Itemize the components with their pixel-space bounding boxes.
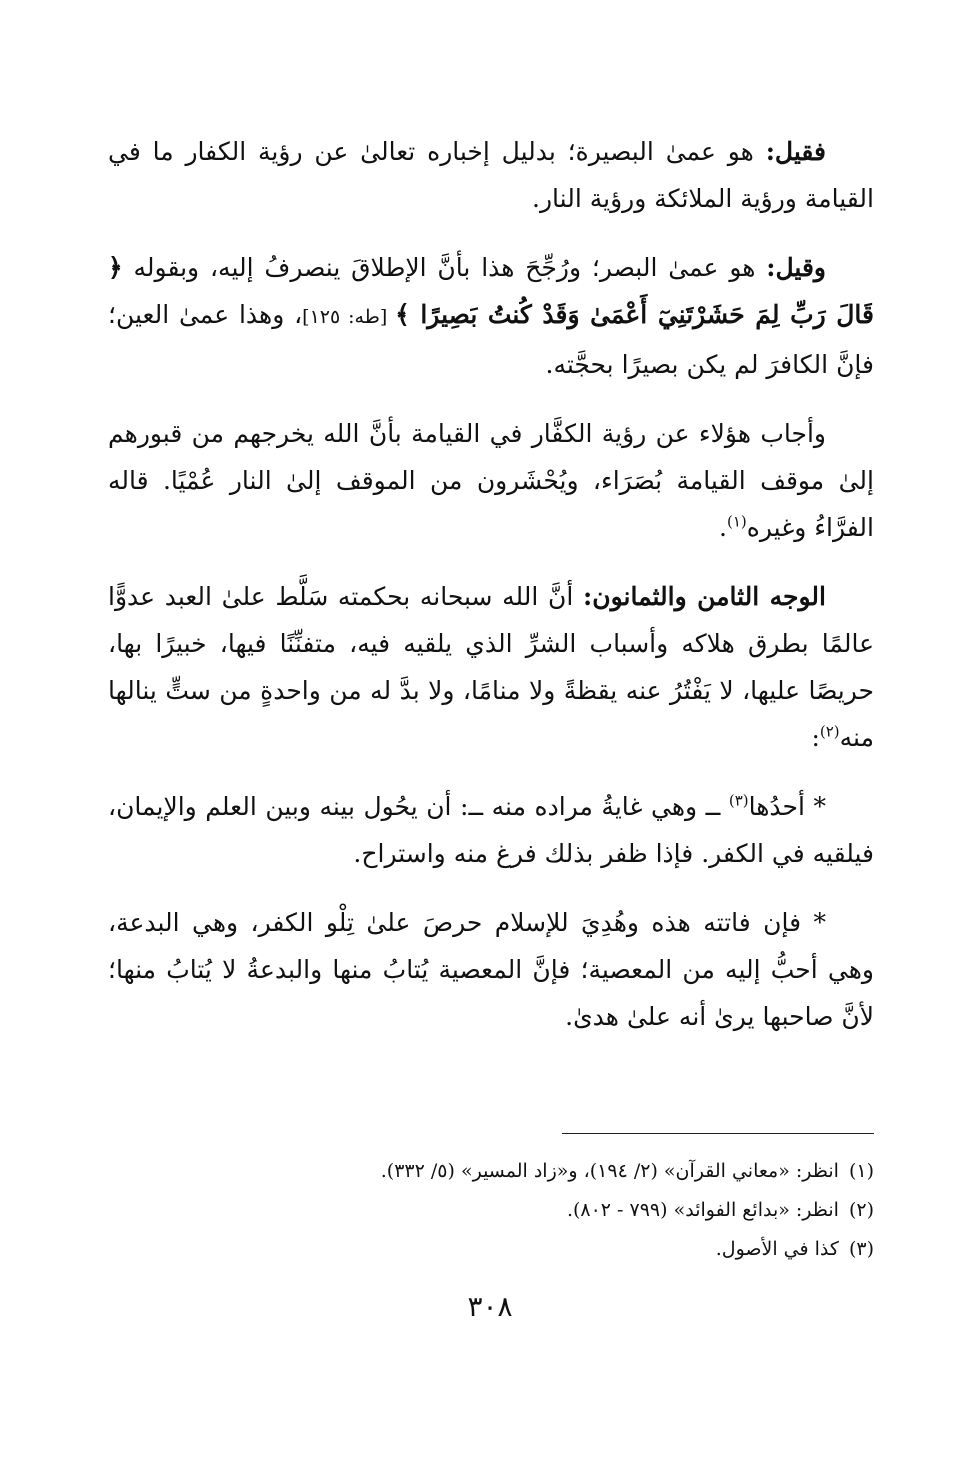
paragraph-end: . [719, 513, 727, 542]
paragraph-lead: الوجه الثامن والثمانون: [582, 582, 826, 611]
footnote-number: (١) [848, 1160, 874, 1182]
footnote-3 [260, 1230, 874, 1269]
page-number: ٣٠٨ [467, 1290, 513, 1323]
footnotes [260, 1152, 874, 1269]
verse-citation: [طه: ١٢٥] [302, 306, 396, 328]
paragraph-text: * فإن فاتته هذه وهُدِيَ للإسلام حرصَ علىٰ تِلْو الكفر، وهي البدعة، وهي أحبُّ إليه من المعصية؛ فإنَّ المعصية يُتابُ منها والبدعةُ لا يُتابُ منها؛ لأنَّ صاحبها يرىٰ أنه علىٰ هدىٰ. [108, 908, 874, 1031]
quran-verse: ﴿ قَالَ رَبِّ لِمَ حَشَرْتَنِيٓ أَعْمَىٰ وَقَدْ كُنتُ بَصِيرًا ﴾ [108, 253, 874, 329]
footnote-ref[interactable]: (٣) [728, 791, 749, 810]
paragraph-5 [108, 783, 874, 877]
footnote-ref[interactable]: (٢) [819, 722, 840, 741]
footnote-text: انظر: «بدائع الفوائد» (٧٩٩ - ٨٠٢). [566, 1199, 839, 1221]
paragraph-2 [108, 244, 874, 388]
paragraph-lead: فقيل: [765, 137, 827, 166]
paragraph-text: أنَّ الله سبحانه بحكمته سَلَّط علىٰ العبد عدوًّا عالمًا بطرق هلاكه وأسباب الشرِّ الذي يلقيه فيه، متفنِّنًا فيها، خبيرًا بها، حريصًا عليها، لا يَفْتُرُ عنه يقظةً ولا منامًا، ولا بدَّ له من واحدةٍ من ستٍّ ينالها منه [108, 582, 874, 752]
footnote-2 [260, 1191, 874, 1230]
paragraph-text: هو عمىٰ البصيرة؛ بدليل إخباره تعالىٰ عن رؤية الكفار ما في القيامة ورؤية الملائكة ورؤية النار. [108, 137, 874, 213]
footnote-text: كذا في الأصول. [715, 1238, 839, 1260]
paragraph-text: ، وهذا عمىٰ العين؛ فإنَّ الكافرَ لم يكن بصيرًا بحجَّته. [108, 300, 874, 379]
footnote-number: (٣) [848, 1238, 874, 1260]
paragraph-text: ــ وهي غايةُ مراده منه ــ: أن يحُول بينه وبين العلم والإيمان، فيلقيه في الكفر. فإذا ظفر بذلك فرغ منه واستراح. [108, 792, 874, 868]
paragraph-3 [108, 410, 874, 551]
paragraph-1 [108, 128, 874, 222]
footnote-divider [562, 1133, 874, 1134]
paragraph-text: هو عمىٰ البصر؛ ورُجِّحَ هذا بأنَّ الإطلاقَ ينصرفُ إليه، وبقوله [122, 253, 767, 282]
footnote-ref[interactable]: (١) [726, 512, 747, 531]
paragraph-4 [108, 573, 874, 761]
paragraph-end: : [811, 723, 820, 752]
footnote-number: (٢) [848, 1199, 874, 1221]
main-text [108, 128, 874, 1062]
paragraph-6 [108, 899, 874, 1040]
paragraph-text: * أحدُها [748, 792, 826, 821]
footnote-text: انظر: «معاني القرآن» (٢/ ١٩٤)، و«زاد المسير» (٥/ ٣٣٢). [380, 1160, 839, 1182]
paragraph-text: وأجاب هؤلاء عن رؤية الكفَّار في القيامة بأنَّ الله يخرجهم من قبورهم إلىٰ موقف القيامة بُصَرَاء، ويُحْشَرون من الموقف إلىٰ النار عُمْيًا. قاله الفرَّاءُ وغيره [108, 419, 874, 542]
footnote-1 [260, 1152, 874, 1191]
paragraph-lead: وقيل: [766, 253, 826, 282]
